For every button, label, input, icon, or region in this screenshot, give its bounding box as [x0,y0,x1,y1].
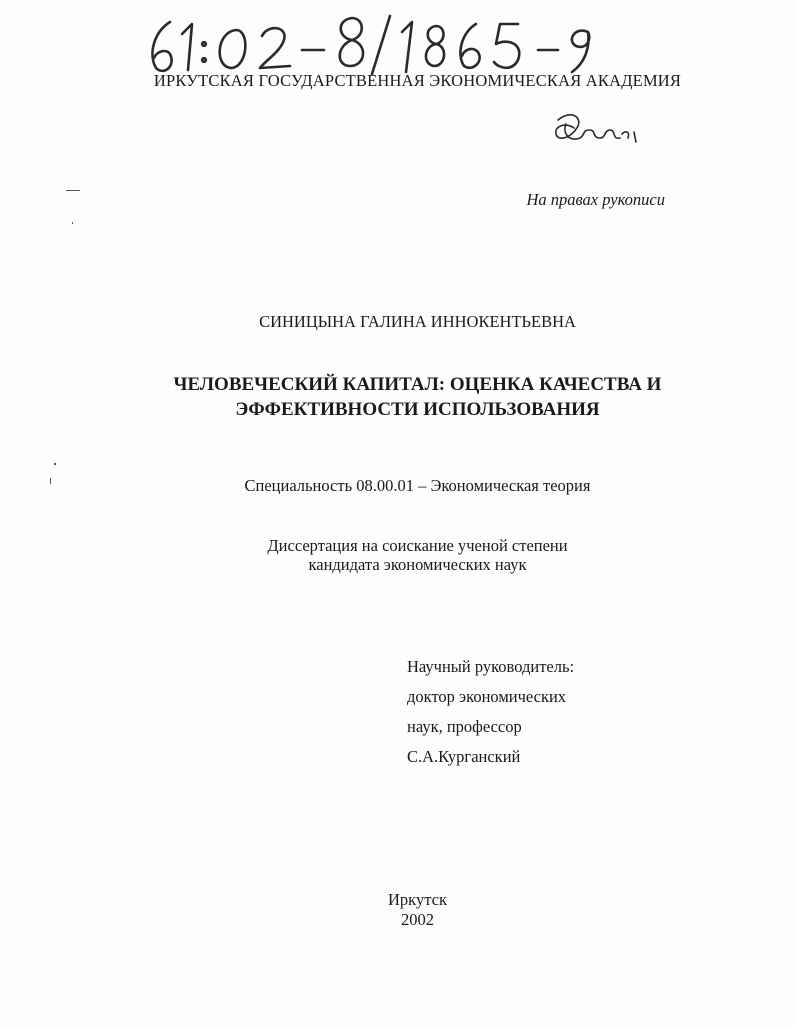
institution-name: ИРКУТСКАЯ ГОСУДАРСТВЕННАЯ ЭКОНОМИЧЕСКАЯ АКАДЕМИЯ [153,71,682,90]
handwritten-archive-number [140,10,610,80]
title-line-1: ЧЕЛОВЕЧЕСКИЙ КАПИТАЛ: ОЦЕНКА КАЧЕСТВА И [173,374,662,395]
dissertation-title [0,372,795,422]
degree-line-1: Диссертация на соискание ученой степени [267,536,568,555]
degree-statement [0,536,795,574]
title-line-2: ЭФФЕКТИВНОСТИ ИСПОЛЬЗОВАНИЯ [235,399,600,420]
scan-mark [66,190,80,191]
scan-mark [72,222,73,224]
city-name: Иркутск [388,890,447,909]
supervisor-name: С.А.Курганский [407,747,521,766]
manuscript-note: На правах рукописи [526,190,665,209]
place-and-year [0,890,795,930]
signature-drawing [552,108,642,158]
scan-mark [54,463,56,465]
author-name: СИНИЦЫНА ГАЛИНА ИННОКЕНТЬЕВНА [259,312,576,331]
scan-mark [50,478,51,484]
handwritten-number-drawing [140,10,610,80]
degree-line-2: кандидата экономических наук [308,555,527,574]
supervisor-degree: доктор экономических [407,687,567,706]
year: 2002 [401,910,434,929]
supervisor-label: Научный руководитель: [407,657,575,676]
supervisor-block [407,652,574,772]
specialty-line: Специальность 08.00.01 – Экономическая теория [244,476,591,495]
signature-mark [552,108,642,158]
supervisor-title: наук, профессор [407,717,522,736]
